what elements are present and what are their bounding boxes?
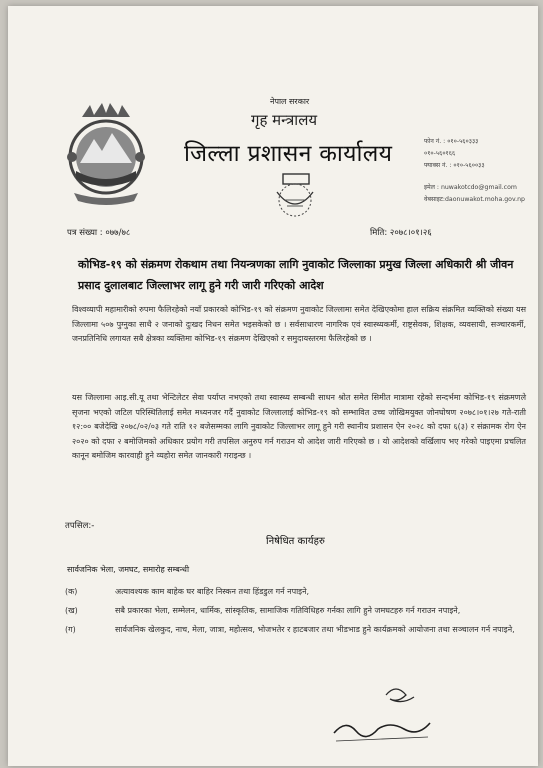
office-stamp-icon bbox=[271, 172, 319, 222]
reference-number: पत्र संख्या : ०७७/७८ bbox=[67, 228, 131, 238]
list-text: अत्यावश्यक काम बाहेक घर बाहिर निस्कन तथा हिंडडुल गर्न नपाइने, bbox=[115, 587, 310, 596]
list-text: सार्वजनिक खेलकुद, नाच, मेला, जात्रा, महोत्सव, भोजभतेर र हाटबजार तथा भीडभाड हुने कार्यक्रमको आयोजना तथा सञ्चालन गर्न नपाइने, bbox=[115, 625, 515, 634]
list-text: सबै प्रकारका भेला, सम्मेलन, धार्मिक, सांस्कृतिक, सामाजिक गतिविधिहरु गर्नका लागि हुने जमघटहरु गर्न गराउन नपाइने, bbox=[115, 606, 461, 615]
prohibited-list bbox=[65, 585, 535, 642]
list-item bbox=[65, 623, 535, 636]
order-subject: कोभिड-१९ को संक्रमण रोकथाम तथा नियन्त्रणका लागि नुवाकोट जिल्लाका प्रमुख जिल्ला अधिकारी श्री जीवन प्रसाद दुलालबाट जिल्लाभर लागू हुने गरी जारी गरिएको आदेश bbox=[78, 258, 514, 292]
office-title: जिल्ला प्रशासन कार्यालय bbox=[184, 141, 393, 167]
paragraph-situation: विश्वव्यापी महामारीको रुपमा फैलिरहेको नयाँ प्रकारको कोभिड-१९ को संक्रमण नुवाकोट जिल्लामा समेत देखिएकोमा हाल सक्रिय संक्रमित व्यक्तिको संख्या यस जिल्लामा ५०७ पुग्नुका साथै २ जनाको दुःखद निधन समेत भइसकेको छ । सर्वसाधारण नागरिक एवं स्वास्थ्यकर्मी, राष्ट्रसेवक, शिक्षक, व्यवसायी, सञ्चारकर्मी, जनप्रतिनिधि लगायत सबै क्षेत्रका व्यक्तिमा कोभिड-१९ संक्रमण देखिएको र समुदायस्तरमा फैलिरहेको छ । bbox=[72, 305, 526, 343]
prohibited-activities-title: निषेधित कार्यहरु bbox=[266, 536, 325, 547]
handwritten-signature bbox=[326, 683, 436, 753]
website-address: वेबसाइट:daonuwakot.moha.gov.np bbox=[424, 196, 525, 203]
government-label: नेपाल सरकार bbox=[270, 97, 310, 106]
list-marker: (ग) bbox=[65, 625, 76, 634]
details-label: तपसिल:- bbox=[65, 521, 95, 531]
document-page bbox=[8, 6, 538, 766]
phone-secondary: ०१०-५६०१६६ bbox=[424, 150, 456, 157]
fax-number: फ्याक्स नं. : ०१०-५६००३३ bbox=[424, 162, 485, 169]
phone-primary: फोन नं. : ०१०-५६०३३३ bbox=[424, 138, 479, 145]
list-marker: (ख) bbox=[65, 606, 78, 615]
nepal-emblem-icon bbox=[60, 99, 152, 209]
ministry-label: गृह मन्त्रालय bbox=[251, 111, 318, 129]
paragraph-order: यस जिल्लामा आइ.सी.यू तथा भेन्टिलेटर सेवा पर्याप्त नभएको तथा स्वास्थ्य सम्बन्धी साधन श्रोत समेत सिमीत मात्रामा रहेको सन्दर्भमा कोभिड-१९ संक्रमणले सृजना भएको जटिल परिस्थितिलाई समेत मध्यनजर गर्दै नुवाकोट जिल्लालाई कोभिड-१९ को सम्भावित उच्च जोखिमयुक्त जोनघोषण २०७८।०१।२७ गते-राती १२:०० बजेदेखि २०७८/०२/०३ गते राति १२ बजेसम्मका लागि नुवाकोट जिल्लाभर लागू हुने गरी स्थानीय प्रशासन ऐन २०२८ को दफा ६(३) र संक्रामक रोग ऐन २०२० को दफा २ बमोजिमको अधिकार प्रयोग गरी तपसिल अनुरुप गर्न गराउन यो आदेश जारी गरिएको छ । यो आदेशको वर्खिलाप भए गरेको पाइएमा प्रचलित कानून बमोजिम कारवाही हुने व्यहोरा समेत जानकारी गराइन्छ । bbox=[72, 393, 526, 460]
email-address: इमेल : nuwakotcdo@gmail.com bbox=[424, 184, 517, 191]
list-marker: (क) bbox=[65, 587, 78, 596]
issue-date: मिति: २०७८।०१।२६ bbox=[370, 228, 432, 238]
section-heading: सार्वजनिक भेला, जमघट, समारोह सम्बन्धी bbox=[67, 565, 190, 574]
list-item bbox=[65, 604, 535, 617]
list-item bbox=[65, 585, 535, 598]
contact-block bbox=[424, 136, 525, 206]
